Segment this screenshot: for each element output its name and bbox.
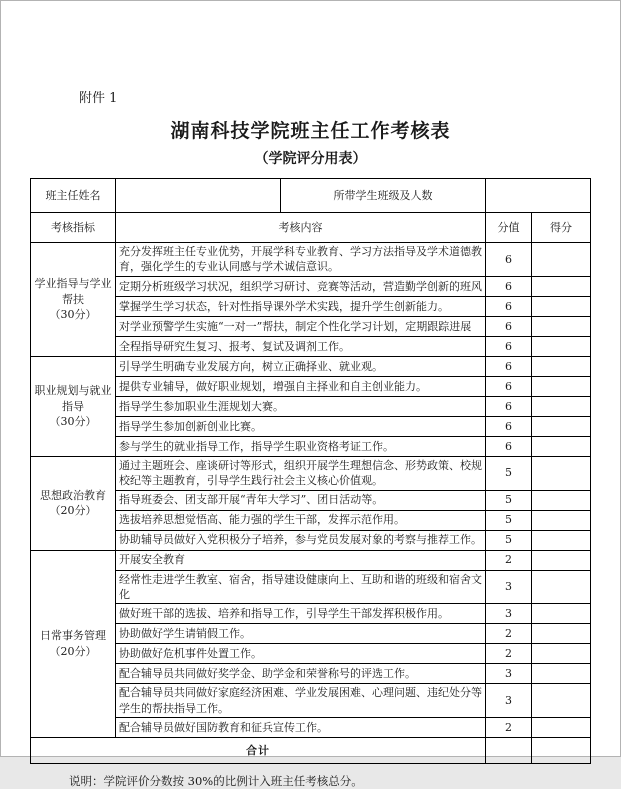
gained-score-cell [532,243,591,277]
page-title: 湖南科技学院班主任工作考核表 [170,120,451,142]
category-name: 学业指导与学业帮扶 [34,277,112,306]
assessment-content: 指导学生参加创新创业比赛。 [116,416,486,436]
gained-score-cell [532,604,591,624]
gained-score-cell [532,664,591,684]
gained-score-cell [532,570,591,604]
category-points: （30分） [49,308,97,322]
assessment-content: 配合辅导员共同做好家庭经济困难、学业发展困难、心理问题、违纪处分等学生的帮扶指导工作。 [116,684,486,718]
assessment-table [30,178,591,764]
assessment-content: 经常性走进学生教室、宿舍，指导建设健康向上、互助和谐的班级和宿舍文化 [116,570,486,604]
assessment-content: 指导班委会、团支部开展“青年大学习”、团日活动等。 [116,490,486,510]
teacher-name-value-cell [116,179,281,213]
assessment-item-row [31,550,591,570]
score-value: 3 [486,604,532,624]
total-score-cell [486,738,532,764]
score-value: 2 [486,624,532,644]
assessment-content: 指导学生参加职业生涯规划大赛。 [116,396,486,416]
score-value: 2 [486,550,532,570]
score-value: 6 [486,416,532,436]
score-value: 5 [486,490,532,510]
assessment-content: 开展安全教育 [116,550,486,570]
gained-score-cell [532,376,591,396]
assessment-content: 协助辅导员做好入党积极分子培养，参与党员发展对象的考察与推荐工作。 [116,530,486,550]
gained-score-cell [532,456,591,490]
score-value: 2 [486,644,532,664]
score-value: 6 [486,376,532,396]
table-head-rows [31,179,591,243]
class-count-value-cell [486,179,591,213]
gained-score-cell [532,550,591,570]
gained-score-cell [532,316,591,336]
header-score: 分值 [486,213,532,243]
score-value: 6 [486,276,532,296]
assessment-content: 全程指导研究生复习、报考、复试及调剂工作。 [116,336,486,356]
category-points: （20分） [49,644,97,658]
assessment-content: 通过主题班会、座谈研讨等形式，组织开展学生理想信念、形势政策、校规校纪等主题教育，引导学生践行社会主义核心价值观。 [116,456,486,490]
gained-score-cell [532,296,591,316]
score-value: 2 [486,718,532,738]
category-name: 日常事务管理 [40,629,106,643]
score-value: 6 [486,396,532,416]
assessment-item-row [31,356,591,376]
score-value: 6 [486,243,532,277]
attachment-label: 附件 1 [79,91,118,106]
score-value: 3 [486,664,532,684]
assessment-content: 定期分析班级学习状况，组织学习研讨、竞赛等活动，营造勤学创新的班风 [116,276,486,296]
assessment-content: 引导学生明确专业发展方向，树立正确择业、就业观。 [116,356,486,376]
gained-score-cell [532,416,591,436]
assessment-content: 协助做好危机事件处置工作。 [116,644,486,664]
score-value: 5 [486,510,532,530]
gained-score-cell [532,644,591,664]
score-value: 5 [486,530,532,550]
score-value: 3 [486,684,532,718]
assessment-item-row [31,243,591,277]
assessment-content: 配合辅导员做好国防教育和征兵宣传工作。 [116,718,486,738]
gained-score-cell [532,718,591,738]
info-row [31,179,591,213]
gained-score-cell [532,510,591,530]
assessment-content: 提供专业辅导，做好职业规划，增强自主择业和自主创业能力。 [116,376,486,396]
assessment-content: 协助做好学生请销假工作。 [116,624,486,644]
class-count-label: 所带学生班级及人数 [281,179,486,213]
table-foot-rows [31,738,591,764]
score-value: 6 [486,336,532,356]
total-label: 合计 [31,738,486,764]
gained-score-cell [532,436,591,456]
score-value: 3 [486,570,532,604]
category-name: 思想政治教育 [40,488,106,502]
total-gained-cell [532,738,591,764]
header-indicator: 考核指标 [31,213,116,243]
gained-score-cell [532,624,591,644]
score-value: 6 [486,316,532,336]
assessment-content: 做好班干部的选拔、培养和指导工作，引导学生干部发挥积极作用。 [116,604,486,624]
assessment-sections [31,243,591,738]
gained-score-cell [532,276,591,296]
header-content: 考核内容 [116,213,486,243]
category-points: （30分） [49,414,97,428]
category-cell [31,356,116,456]
gained-score-cell [532,684,591,718]
total-row [31,738,591,764]
score-value: 6 [486,356,532,376]
category-cell [31,243,116,357]
category-points: （20分） [49,504,97,518]
gained-score-cell [532,530,591,550]
teacher-name-label: 班主任姓名 [31,179,116,213]
gained-score-cell [532,490,591,510]
category-name: 职业规划与就业指导 [34,384,112,413]
score-value: 5 [486,456,532,490]
gained-score-cell [532,356,591,376]
category-cell [31,550,116,738]
header-gained: 得分 [532,213,591,243]
score-value: 6 [486,296,532,316]
note-text: 说明：学院评价分数按 30%的比例计入班主任考核总分。 [69,774,363,789]
assessment-content: 选拔培养思想觉悟高、能力强的学生干部，发挥示范作用。 [116,510,486,530]
assessment-content: 参与学生的就业指导工作，指导学生职业资格考证工作。 [116,436,486,456]
gained-score-cell [532,396,591,416]
score-value: 6 [486,436,532,456]
page-subtitle: （学院评分用表） [254,151,367,167]
category-cell [31,456,116,550]
assessment-content: 配合辅导员共同做好奖学金、助学金和荣誉称号的评选工作。 [116,664,486,684]
assessment-item-row [31,456,591,490]
column-header-row [31,213,591,243]
assessment-content: 掌握学生学习状态，针对性指导课外学术实践，提升学生创新能力。 [116,296,486,316]
assessment-content: 充分发挥班主任专业优势，开展学科专业教育、学习方法指导及学术道德教育，强化学生的专业认同感与学术诚信意识。 [116,243,486,277]
assessment-content: 对学业预警学生实施“一对一”帮扶，制定个性化学习计划，定期跟踪进展 [116,316,486,336]
gained-score-cell [532,336,591,356]
